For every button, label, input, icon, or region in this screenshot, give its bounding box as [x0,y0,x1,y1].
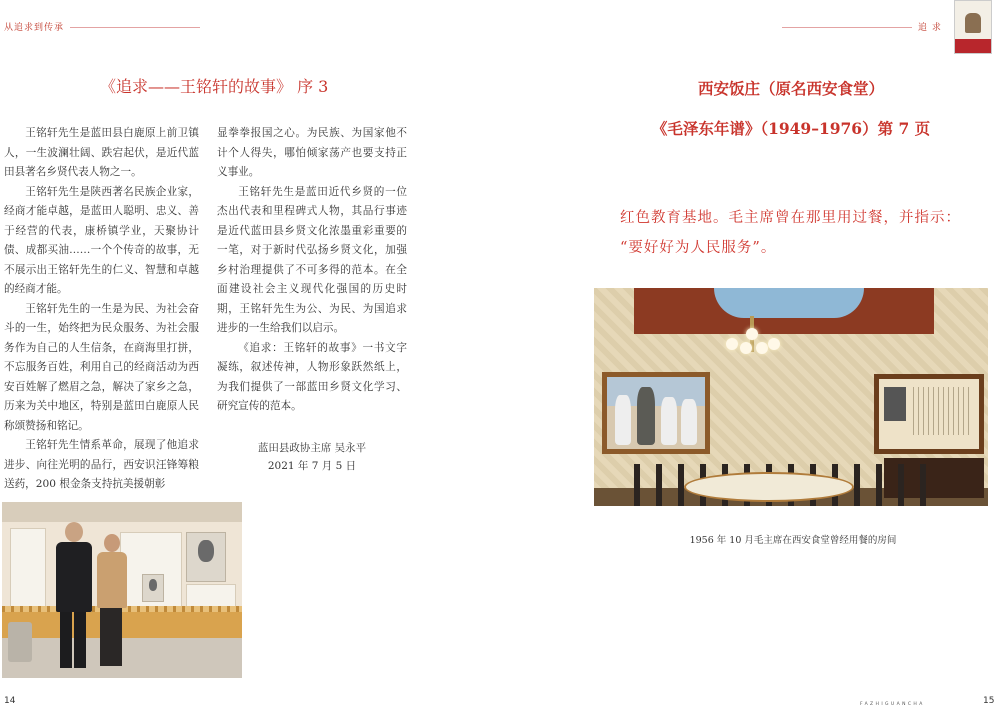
ceiling-dome [714,288,864,318]
exhibit-portrait [186,532,226,582]
chandelier-bulb [768,338,780,350]
document-text-lines [913,387,973,435]
exhibit-panel [186,584,236,608]
right-page-title: 西安饭庄（原名西安食堂） [697,79,884,98]
man-jacket [56,542,92,612]
page-number-right: 15 [983,696,995,706]
chandelier-bulb [756,342,768,354]
paragraph: 王铭轩先生是蓝田近代乡贤的一位杰出代表和里程碑式人物，其品行事迹是近代蓝田县乡贤文化浓墨重彩重要的一笔，对于新时代弘扬乡贤文化，加强乡村治理提供了不可多得的范本。在全面建设社会主义现代化强国的历史时期，王铭轩先生为公、为民、为国追求进步的一生给我们以启示。 [217,185,407,334]
framed-document [874,374,984,454]
exhibition-photo [2,502,242,678]
dining-room-photo [594,288,988,506]
document-portrait [884,387,906,421]
woman-head [104,534,120,552]
portrait-face [149,579,157,591]
woman-figure [94,534,130,672]
portrait-face [198,540,213,562]
section-header-left: 从追求到传承 [4,23,65,33]
man-leg [60,612,72,668]
highlight-quote: “要好好为人民服务”。 [620,240,777,256]
man-head [65,522,83,542]
paragraph: 王铭轩先生是蓝田县白鹿原上前卫镇人，一生波澜壮阔、跌宕起伏，是近代蓝田县著名乡贤代表人物之一。 [4,127,199,178]
paragraph: 王铭轩先生是陕西著名民族企业家，经商才能卓越，是蓝田人聪明、忠义、善于经营的代表，康桥镇学业，天聚协计债、成都买油……一个个传奇的故事，无不展示出王铭轩先生的仁义、智慧和卓越的经商才能。 [4,185,199,295]
footer-magazine-mark: FAZHIGUANCHA [860,702,925,707]
photo-ceiling [2,502,242,522]
paragraph: 王铭轩先生情系革命，展现了他追求进步、向往光明的品行，西安识汪锋筹粮送药，200 根金条支持抗美援朝彰 [4,439,199,490]
painting-figure [681,399,697,445]
document-sheet [879,379,979,449]
book-cover-thumbnail [954,0,992,54]
chandelier-bulb [726,338,738,350]
page-number-left: 14 [4,696,16,706]
man-leg [74,612,86,668]
chandelier-bulb [746,328,758,340]
cover-red-band [955,39,991,53]
chandelier-bulb [740,342,752,354]
right-page-subtitle: 《毛泽东年谱》（1949–1976）第 7 页 [651,119,931,138]
painting-canvas [607,377,705,449]
painting-figure [615,395,631,445]
left-text-column-1 [4,124,199,495]
section-header-right: 追 求 [918,23,942,33]
woman-trousers [100,608,122,666]
cover-figure [965,13,981,33]
paragraph-continued: 显拳拳报国之心。为民族、为国家他不计个人得失，哪怕倾家荡产也要支持正义事业。 [217,127,407,178]
signature-date: 2021 年 7 月 5 日 [267,460,357,472]
highlight-text: 红色教育基地。毛主席曾在那里用过餐，并指示： [620,210,961,226]
left-page-title: 《追求——王铭轩的故事》 序 3 [100,77,329,96]
header-rule-right [782,27,912,28]
exhibit-portrait [142,574,164,602]
signature: 蓝田县政协主席 吴永平 [257,442,367,454]
woman-sweater [97,552,127,608]
painting-figure [637,387,655,445]
header-rule-left [70,27,200,28]
framed-painting [602,372,710,454]
exhibit-panel [10,528,46,608]
round-dining-table [684,472,854,502]
paragraph: 王铭轩先生的一生是为民、为社会奋斗的一生，始终把为民众服务、为社会服务作为自己的人生信条，在商海里打拼，不忘服务百姓，利用自己的经商活动为西安百姓解了燃眉之急，解决了家乡之急，历来为关中地区，特别是蓝田白鹿原人民称颂赞扬和铭记。 [4,302,199,432]
left-text-column-2 [217,124,407,417]
chandelier [724,316,780,356]
man-figure [52,522,96,672]
photo-caption: 1956 年 10 月毛主席在西安食堂曾经用餐的房间 [689,535,897,546]
paragraph: 《追求：王铭轩的故事》一书文字凝练，叙述传神，人物形象跃然纸上，为我们提供了一部蓝田乡贤文化学习、研究宣传的范本。 [217,341,407,412]
chair [8,622,32,662]
painting-figure [661,397,677,445]
